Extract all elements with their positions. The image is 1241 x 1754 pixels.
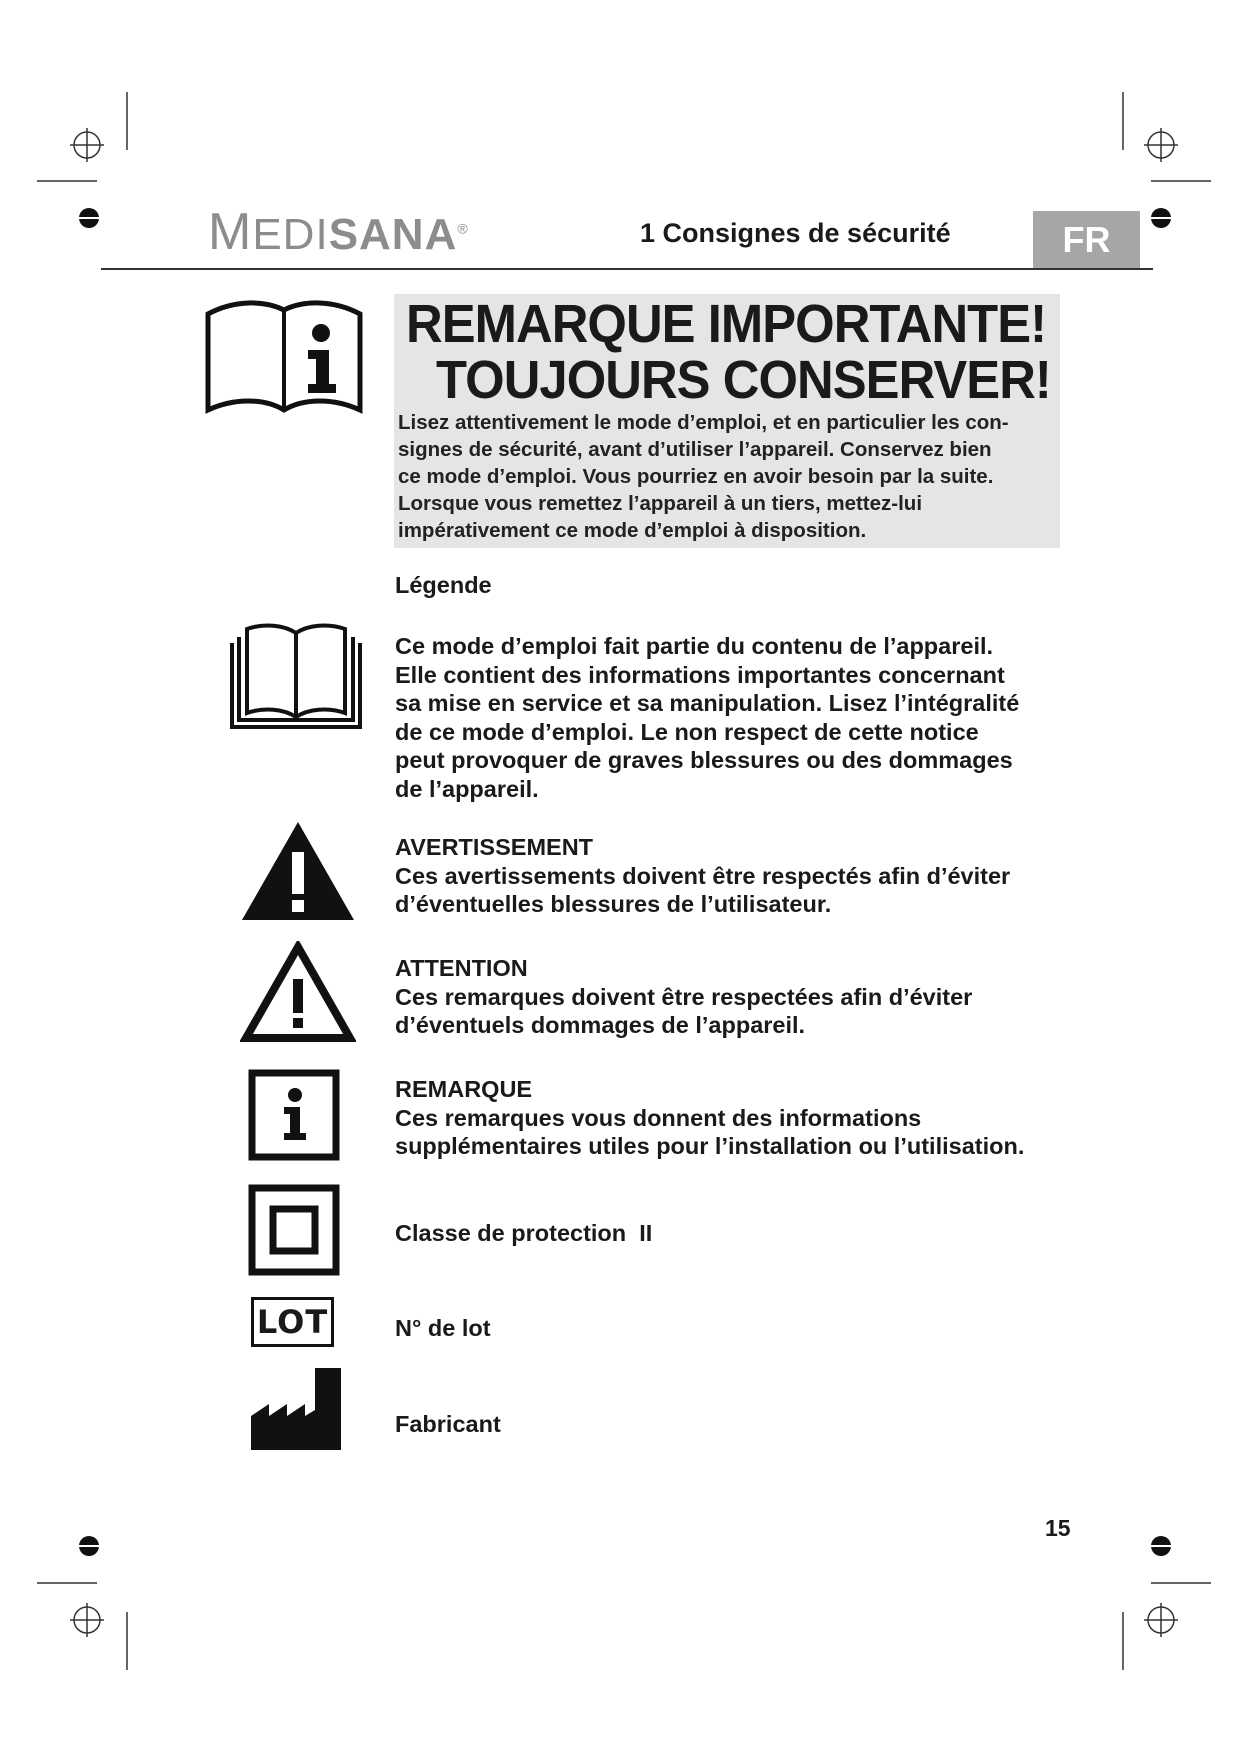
language-tab: FR — [1033, 211, 1140, 268]
manual-line: Elle contient des informations importantes concernant — [395, 661, 1005, 688]
note-line: Ces remarques vous donnent des informations — [395, 1104, 922, 1131]
note-heading: REMARQUE — [395, 1076, 533, 1102]
lot-icon — [251, 1297, 334, 1347]
important-text-line: ce mode d’emploi. Vous pourriez en avoir besoin par la suite. — [398, 465, 994, 488]
important-title-line1: REMARQUE IMPORTANTE! — [406, 294, 1047, 354]
read-manual-info-icon — [204, 298, 364, 416]
manual-line: Ce mode d’emploi fait partie du contenu de l’appareil. — [395, 633, 994, 659]
important-text-line: signes de sécurité, avant d’utiliser l’appareil. Conservez bien — [398, 438, 992, 461]
note-line: supplémentaires utiles pour l’installation ou l’utilisation. — [395, 1133, 1025, 1159]
warning-line: Ces avertissements doivent être respectés afin d’éviter — [395, 862, 1011, 889]
brand-logo — [208, 203, 469, 261]
important-notice-text — [398, 409, 1058, 544]
lot-label: N° de lot — [395, 1315, 491, 1341]
warning-entry — [395, 833, 1010, 919]
section-title: 1 Consignes de sécurité — [640, 218, 951, 248]
important-title-line2: TOUJOURS CONSERVER! — [436, 350, 1051, 410]
caution-heading: ATTENTION — [395, 955, 528, 981]
open-book-icon — [229, 621, 363, 731]
logo-initial: M — [208, 203, 253, 261]
caution-line: Ces remarques doivent être respectées afin d’éviter — [395, 983, 973, 1010]
info-box-icon — [248, 1069, 340, 1161]
warning-line: d’éventuelles blessures de l’utilisateur. — [395, 891, 832, 917]
note-entry — [395, 1075, 1024, 1161]
lot-icon-text: LOT — [256, 1303, 329, 1341]
manual-description — [395, 632, 1019, 803]
warning-heading: AVERTISSEMENT — [395, 834, 594, 860]
manual-line: peut provoquer de graves blessures ou des dommages — [395, 747, 1013, 773]
logo-mid: EDI — [252, 210, 329, 259]
manufacturer-label: Fabricant — [395, 1411, 501, 1437]
logo-registered-mark: ® — [457, 220, 469, 237]
page-number: 15 — [1045, 1515, 1071, 1541]
caution-entry — [395, 954, 972, 1040]
protection-label: Classe de protection II — [395, 1220, 653, 1246]
important-text-line: Lorsque vous remettez l’appareil à un tiers, mettez-lui — [398, 492, 923, 515]
legend-title: Légende — [395, 572, 492, 598]
important-text-line: impérativement ce mode d’emploi à disposition. — [398, 519, 867, 542]
header-divider — [101, 268, 1153, 270]
important-text-line: Lisez attentivement le mode d’emploi, et en particulier les con- — [398, 411, 1009, 434]
manual-line: sa mise en service et sa manipulation. Lisez l’intégralité — [395, 690, 1020, 716]
caution-line: d’éventuels dommages de l’appareil. — [395, 1012, 806, 1038]
logo-rest: SANA — [328, 210, 458, 259]
manufacturer-icon — [251, 1368, 341, 1450]
caution-outline-icon — [240, 941, 356, 1043]
warning-filled-icon — [240, 820, 356, 922]
manual-line: de ce mode d’emploi. Le non respect de cette notice — [395, 718, 979, 745]
manual-line: de l’appareil. — [395, 775, 539, 802]
protection-class-ii-icon — [248, 1184, 340, 1276]
